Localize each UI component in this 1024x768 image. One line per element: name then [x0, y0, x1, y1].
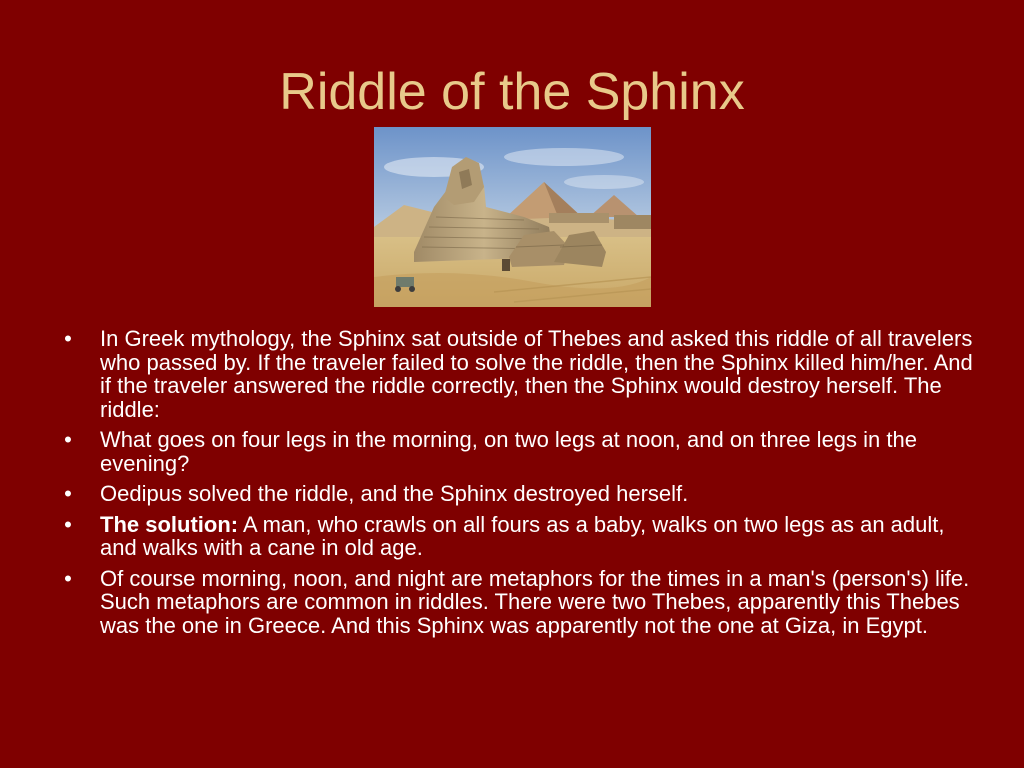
sphinx-picture — [374, 127, 651, 307]
bullet-item — [58, 567, 978, 638]
bullet-item — [58, 513, 978, 560]
bullet-item — [58, 428, 978, 475]
bullet-item — [58, 482, 978, 506]
bullet-marker: • — [64, 565, 72, 591]
bullet-text: Of course morning, noon, and night are metaphors for the times in a man's (person's) life. Such metaphors are common in riddles. There were two Thebes, apparently this Thebes was the one in Greece. And this Sphinx was apparently not the one at Giza, in Egypt. — [100, 565, 970, 638]
bullet-marker: • — [64, 481, 72, 506]
bullet-text: A man, who crawls on all fours as a baby, walks on two legs as an adult, and walks with a cane in old age. — [100, 511, 945, 560]
bullet-text: In Greek mythology, the Sphinx sat outside of Thebes and asked this riddle of all travelers who passed by. If the traveler failed to solve the riddle, then the Sphinx killed him/her. And if the traveler answered the riddle correctly, then the Sphinx would destroy herself. The riddle: — [100, 326, 973, 422]
bullet-marker: • — [64, 511, 72, 537]
bullet-marker: • — [64, 427, 72, 452]
slide-title: Riddle of the Sphinx — [279, 63, 745, 121]
bullet-bold-label: The solution: — [100, 511, 239, 537]
bullet-text: What goes on four legs in the morning, on two legs at noon, and on three legs in the evening? — [100, 427, 917, 476]
bullet-list — [58, 327, 978, 644]
bullet-text: Oedipus solved the riddle, and the Sphinx destroyed herself. — [100, 481, 689, 506]
bullet-marker: • — [64, 326, 72, 351]
bullet-item — [58, 327, 978, 421]
